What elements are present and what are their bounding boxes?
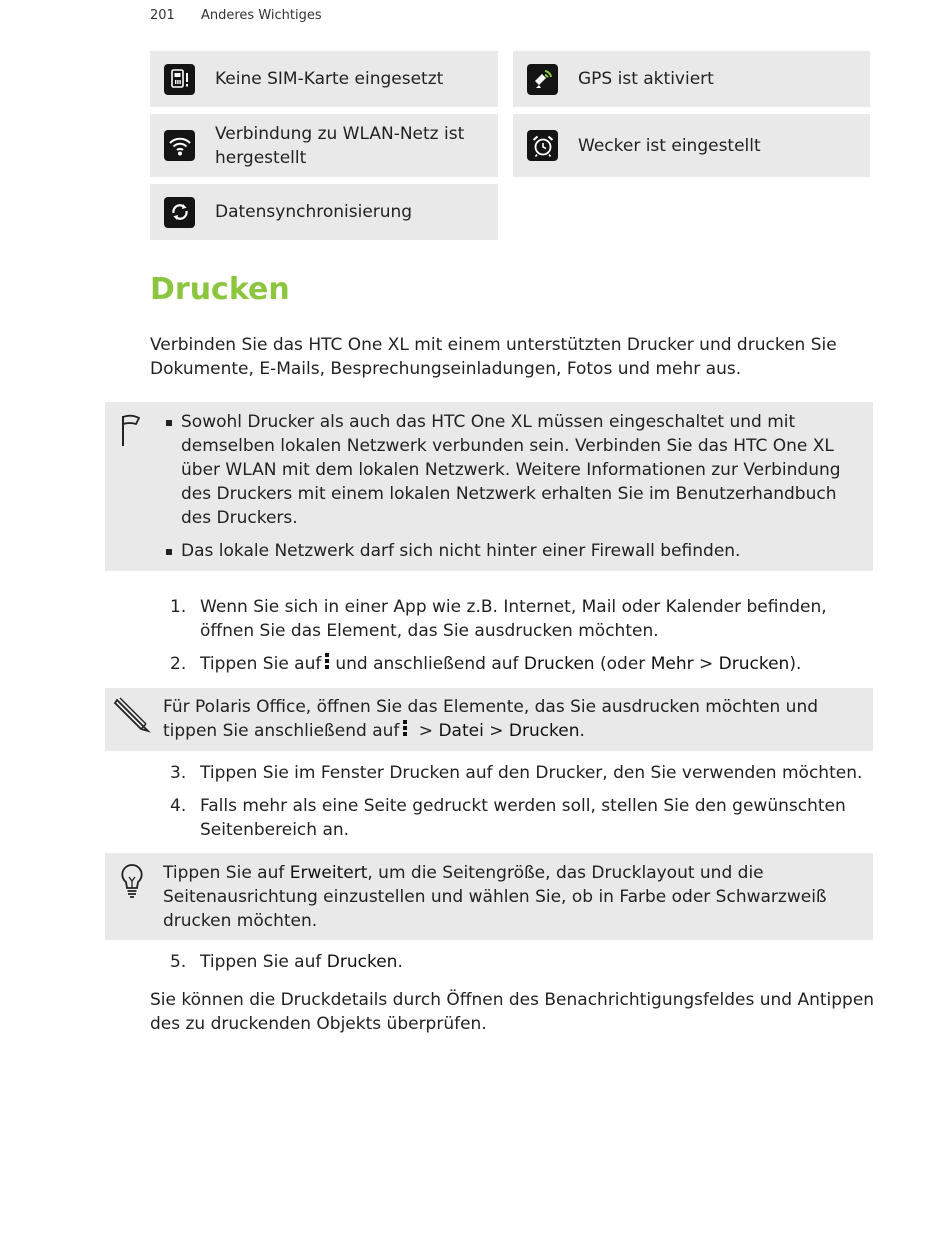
sync-icon xyxy=(164,197,195,228)
status-tile-label: Keine SIM-Karte eingesetzt xyxy=(215,69,444,89)
status-tile-label: Wecker ist eingestellt xyxy=(578,135,761,156)
section-intro: Verbinden Sie das HTC One XL mit einem unterstützten Drucker und drucken Sie Dokumente, E-Mails, Besprechungseinladungen, Fotos und mehr aus. xyxy=(150,335,837,379)
polaris-note xyxy=(105,688,873,751)
step-item: 3. Tippen Sie im Fenster Drucken auf den Drucker, den Sie verwenden möchten. xyxy=(170,763,863,783)
no-sim-icon xyxy=(164,64,195,95)
tip-note xyxy=(105,853,873,940)
step-item: 5. Tippen Sie auf Drucken. xyxy=(170,952,403,972)
alarm-clock-icon xyxy=(527,130,558,161)
pencil-icon xyxy=(113,696,151,738)
step-item: 2. Tippen Sie auf und anschließend auf Drucken (oder Mehr > Drucken). xyxy=(170,654,802,674)
footer-paragraph: Sie können die Druckdetails durch Öffnen des Benachrichtigungsfeldes und Antippen des zu druckenden Objekts überprüfen. xyxy=(150,990,875,1034)
status-tile-wifi xyxy=(150,114,498,177)
polaris-note-text: Für Polaris Office, öffnen Sie das Elemente, das Sie ausdrucken möchten und tippen Sie anschließend auf > Datei > Drucken. xyxy=(163,697,819,741)
menu-dots-icon xyxy=(403,720,407,738)
section-title: Drucken xyxy=(150,272,290,307)
step-item: 1. Wenn Sie sich in einer App wie z.B. Internet, Mail oder Kalender befinden, öffnen Sie das Element, das Sie ausdrucken möchten. xyxy=(170,597,827,641)
steps-list-a xyxy=(150,595,880,685)
chapter-title: Anderes Wichtiges xyxy=(200,8,322,23)
status-tile-label: Datensynchronisierung xyxy=(215,202,413,222)
lightbulb-icon xyxy=(119,863,145,903)
wifi-icon xyxy=(164,130,195,161)
list-item: Das lokale Netzwerk darf sich nicht hinter einer Firewall befinden. xyxy=(105,539,873,563)
page-number: 201 xyxy=(150,8,175,23)
step-item: 4. Falls mehr als eine Seite gedruckt werden soll, stellen Sie den gewünschten Seitenbereich an. xyxy=(170,796,846,840)
status-tile-label: Verbindung zu WLAN-Netz ist hergestellt xyxy=(215,123,465,168)
list-item: Sowohl Drucker als auch das HTC One XL müssen eingeschaltet und mit demselben lokalen Netzwerk verbunden sein. Verbinden Sie das HTC One XL über WLAN mit dem lokalen Netzwerk. Weitere Informationen zur Verbindung des Druckers mit einem lokalen Netzwerk erhalten Sie im Benutzerhandbuch des Druckers. xyxy=(105,410,873,530)
requirements-list xyxy=(105,410,873,563)
steps-list-b xyxy=(150,761,880,851)
gps-icon xyxy=(527,64,558,95)
status-tile-sync xyxy=(150,184,498,240)
status-tile-alarm xyxy=(513,114,870,177)
status-tile-label: GPS ist aktiviert xyxy=(578,69,714,89)
status-tile-no-sim xyxy=(150,51,498,107)
page-header xyxy=(150,8,322,23)
requirements-note xyxy=(105,402,873,571)
tip-note-text: Tippen Sie auf Erweitert, um die Seitengröße, das Drucklayout und die Seitenausrichtung einzustellen und wählen Sie, ob in Farbe oder Schwarzweiß drucken möchten. xyxy=(163,863,827,931)
menu-dots-icon xyxy=(325,653,329,671)
steps-list-c xyxy=(150,950,880,983)
status-tile-gps xyxy=(513,51,870,107)
